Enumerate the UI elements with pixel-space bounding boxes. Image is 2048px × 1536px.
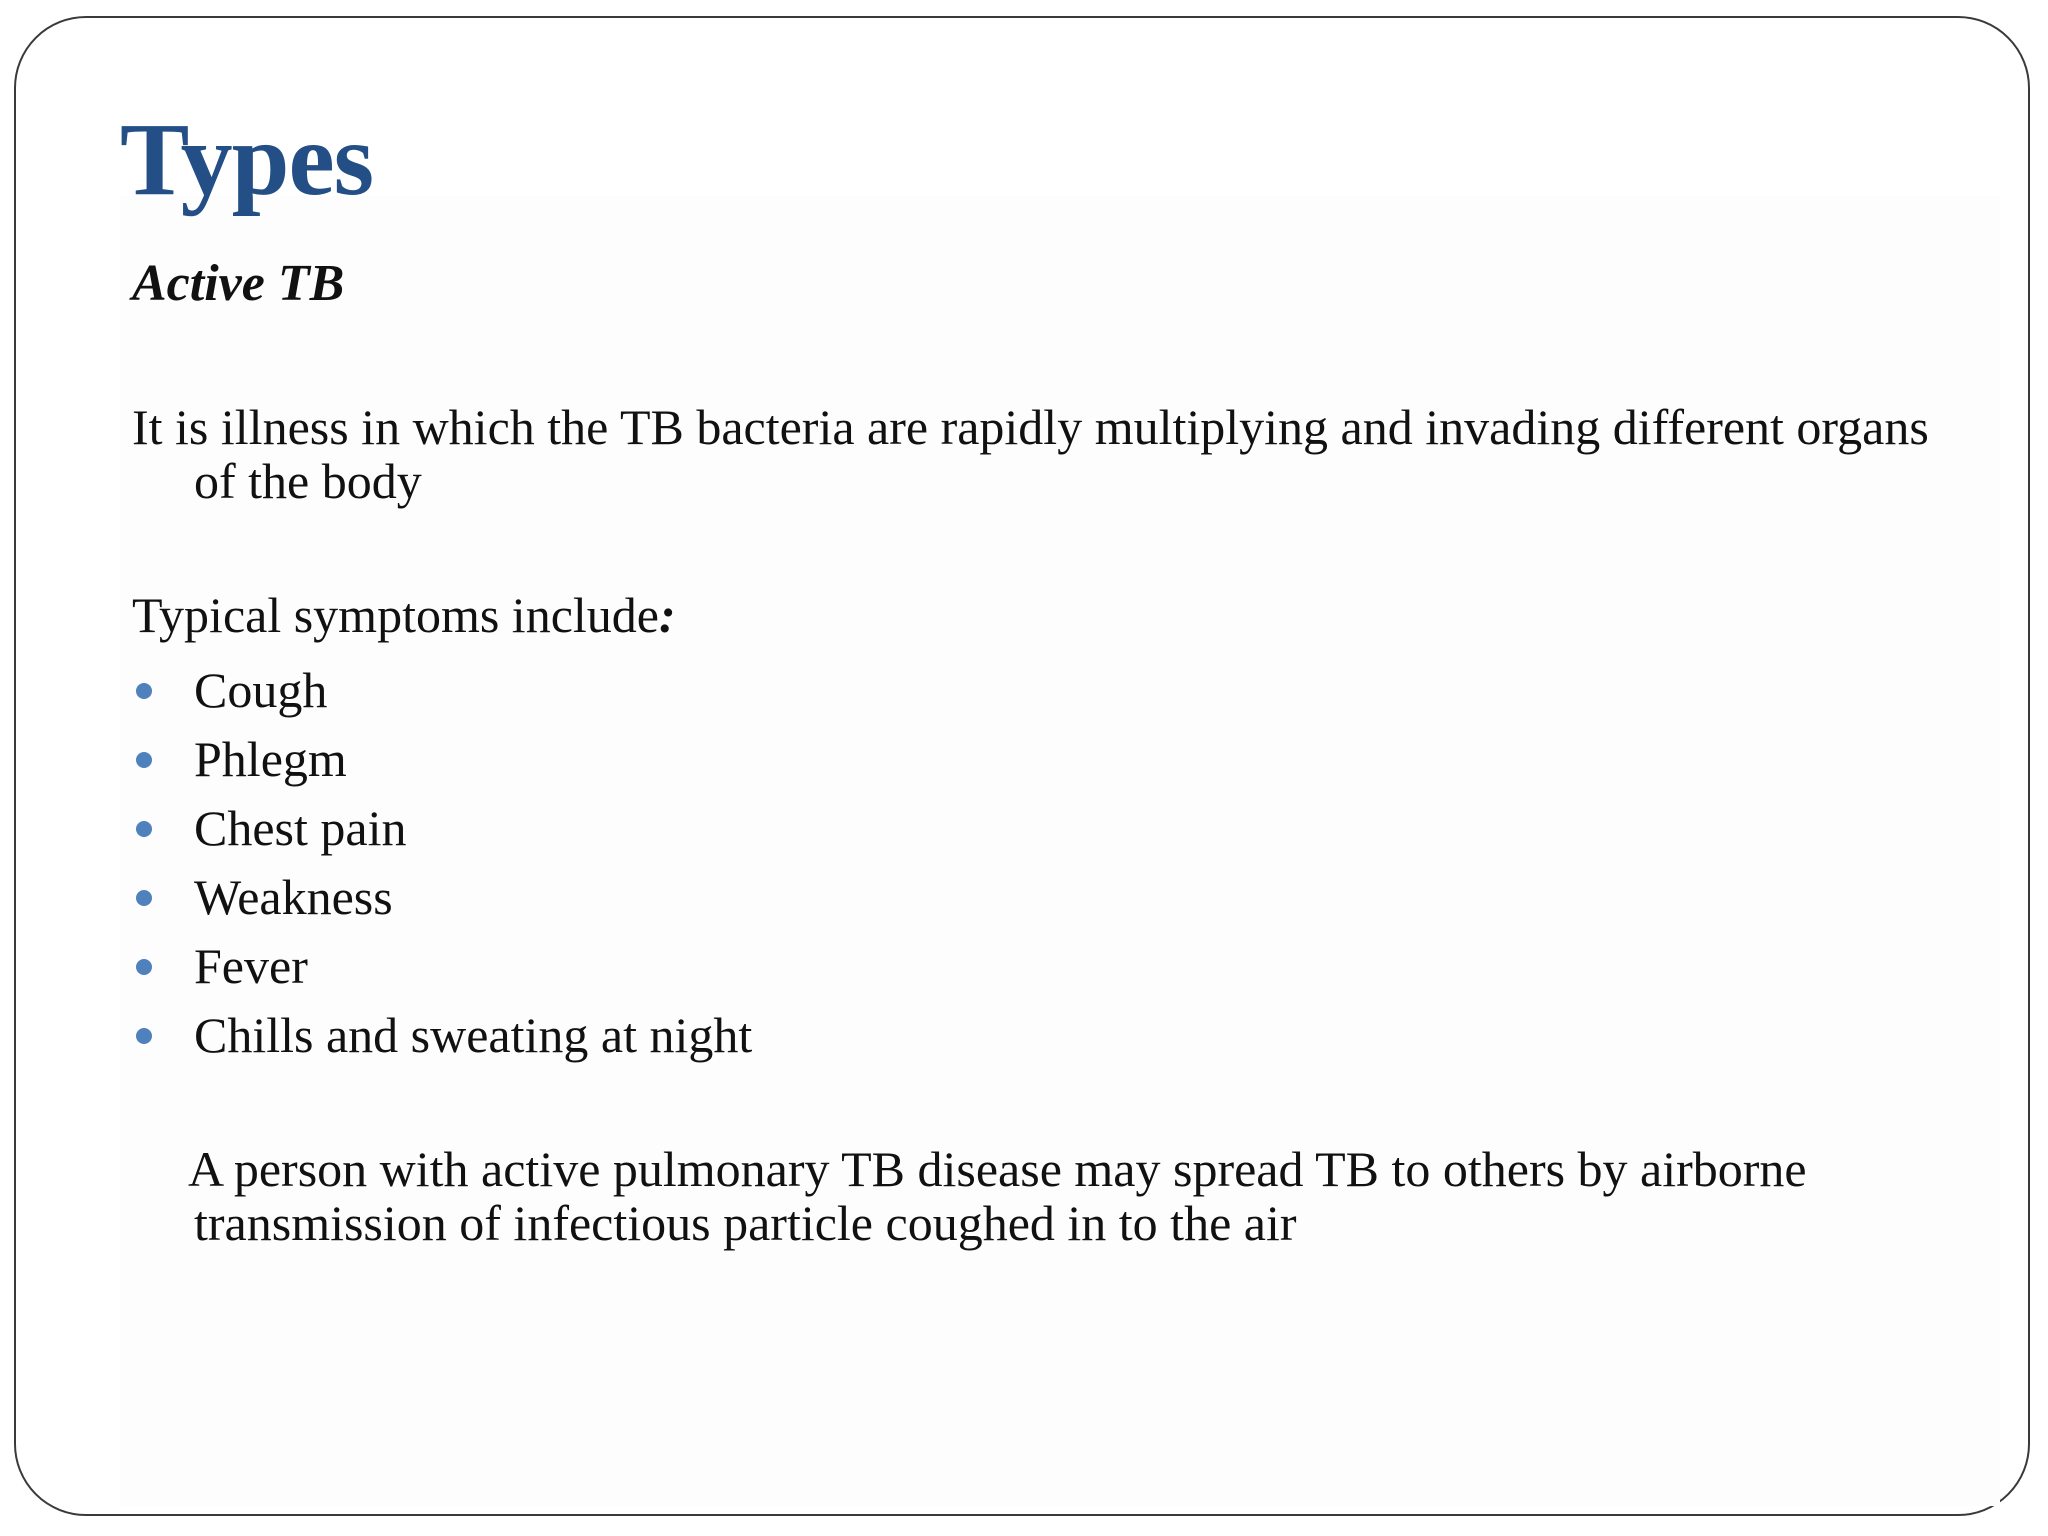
bullet-icon — [136, 683, 152, 699]
slide-subtitle: Active TB — [132, 255, 345, 312]
bullet-icon — [136, 1028, 152, 1044]
symptom-label: Weakness — [194, 869, 393, 925]
list-item — [132, 794, 752, 863]
bullet-icon — [136, 752, 152, 768]
symptom-label: Chills and sweating at night — [194, 1007, 753, 1063]
symptom-label: Cough — [194, 662, 328, 718]
symptom-label: Fever — [194, 938, 308, 994]
definition-paragraph: It is illness in which the TB bacteria are rapidly multiplying and invading different organs of the body — [132, 399, 1929, 509]
list-item — [132, 656, 752, 725]
symptom-label: Chest pain — [194, 800, 407, 856]
symptoms-intro-text: Typical symptoms include — [132, 587, 659, 643]
symptoms-intro — [132, 588, 676, 642]
list-item — [132, 932, 752, 1001]
bullet-icon — [136, 890, 152, 906]
bullet-icon — [136, 959, 152, 975]
list-item — [132, 725, 752, 794]
symptom-label: Phlegm — [194, 731, 347, 787]
list-item — [132, 1001, 752, 1070]
bullet-icon — [136, 821, 152, 837]
slide-title: Types — [120, 102, 374, 217]
symptom-list — [132, 656, 752, 1070]
transmission-paragraph: A person with active pulmonary TB disease may spread TB to others by airborne transmission of infectious particle coughed in to the air — [188, 1141, 1807, 1251]
symptoms-intro-colon: : — [658, 587, 676, 643]
list-item — [132, 863, 752, 932]
